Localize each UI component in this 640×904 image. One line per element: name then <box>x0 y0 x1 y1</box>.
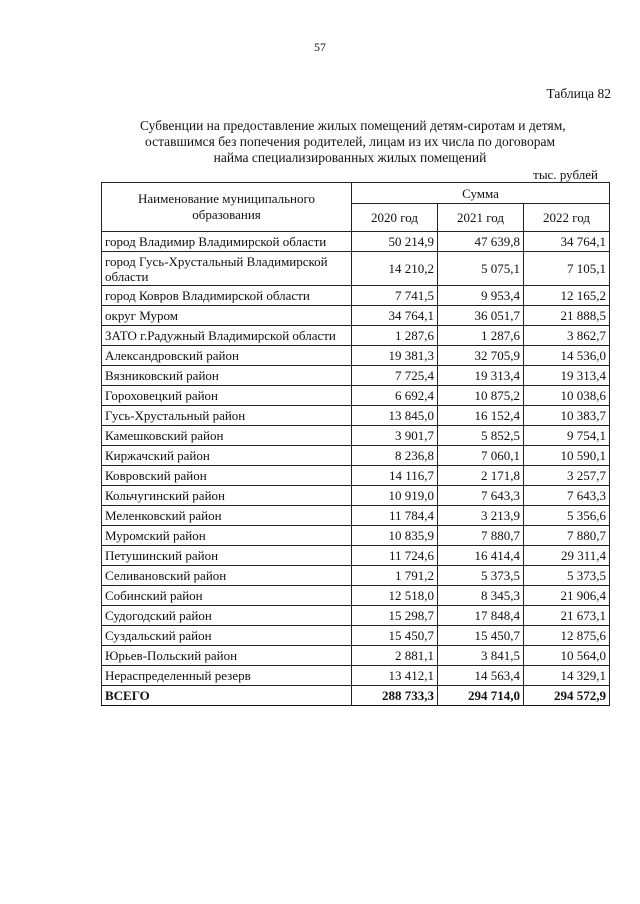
row-value-2021: 14 563,4 <box>438 666 524 686</box>
table-row <box>102 286 610 306</box>
row-value-2022: 7 105,1 <box>524 252 610 286</box>
row-name-cell: Ковровский район <box>102 466 352 486</box>
row-value-2022: 5 373,5 <box>524 566 610 586</box>
row-name-cell: Собинский район <box>102 586 352 606</box>
row-value-2020: 3 901,7 <box>352 426 438 446</box>
row-value-2020: 1 791,2 <box>352 566 438 586</box>
row-value-2021: 5 373,5 <box>438 566 524 586</box>
row-value-2020: 7 741,5 <box>352 286 438 306</box>
table-row <box>102 406 610 426</box>
row-name-cell: округ Муром <box>102 306 352 326</box>
table-row <box>102 626 610 646</box>
row-value-2022: 29 311,4 <box>524 546 610 566</box>
row-value-2021: 9 953,4 <box>438 286 524 306</box>
row-name-cell: Петушинский район <box>102 546 352 566</box>
row-value-2022: 10 564,0 <box>524 646 610 666</box>
row-value-2022: 21 888,5 <box>524 306 610 326</box>
row-value-2021: 5 075,1 <box>438 252 524 286</box>
row-name-cell: Юрьев-Польский район <box>102 646 352 666</box>
row-name-cell: Судогодский район <box>102 606 352 626</box>
row-value-2021: 16 414,4 <box>438 546 524 566</box>
row-name-cell: Вязниковский район <box>102 366 352 386</box>
title-line-1: Субвенции на предоставление жилых помещений детям-сиротам и детям, <box>140 118 566 133</box>
row-value-2022: 7 880,7 <box>524 526 610 546</box>
row-value-2020: 15 298,7 <box>352 606 438 626</box>
table-row <box>102 546 610 566</box>
row-value-2022: 12 165,2 <box>524 286 610 306</box>
row-value-2020: 13 845,0 <box>352 406 438 426</box>
title-line-3: найма специализированных жилых помещений <box>213 150 487 165</box>
row-name-cell: Нераспределенный резерв <box>102 666 352 686</box>
table-row <box>102 506 610 526</box>
row-value-2022: 9 754,1 <box>524 426 610 446</box>
table-row <box>102 326 610 346</box>
row-name-cell: Гороховецкий район <box>102 386 352 406</box>
title-line-2: оставшимся без попечения родителей, лицам из их числа по договорам <box>145 134 555 149</box>
total-value-2021: 294 714,0 <box>438 686 524 706</box>
row-value-2022: 5 356,6 <box>524 506 610 526</box>
row-name-cell: Меленковский район <box>102 506 352 526</box>
row-value-2020: 14 210,2 <box>352 252 438 286</box>
table-row <box>102 646 610 666</box>
table-row <box>102 426 610 446</box>
header-name-column: Наименование муниципального образования <box>102 183 352 232</box>
row-value-2022: 3 257,7 <box>524 466 610 486</box>
table-row <box>102 446 610 466</box>
row-name-cell: Александровский район <box>102 346 352 366</box>
row-name-cell: Кольчугинский район <box>102 486 352 506</box>
row-name-cell: Муромский район <box>102 526 352 546</box>
table-label: Таблица 82 <box>546 86 611 101</box>
row-value-2020: 7 725,4 <box>352 366 438 386</box>
row-value-2020: 2 881,1 <box>352 646 438 666</box>
header-sum-group: Сумма <box>352 183 610 204</box>
row-value-2021: 10 875,2 <box>438 386 524 406</box>
row-name-cell: ЗАТО г.Радужный Владимирской области <box>102 326 352 346</box>
row-value-2020: 11 724,6 <box>352 546 438 566</box>
header-year-2020: 2020 год <box>352 204 438 232</box>
row-value-2021: 1 287,6 <box>438 326 524 346</box>
row-value-2020: 15 450,7 <box>352 626 438 646</box>
row-value-2021: 8 345,3 <box>438 586 524 606</box>
row-value-2020: 12 518,0 <box>352 586 438 606</box>
row-value-2021: 16 152,4 <box>438 406 524 426</box>
row-value-2021: 15 450,7 <box>438 626 524 646</box>
row-value-2020: 6 692,4 <box>352 386 438 406</box>
row-value-2020: 1 287,6 <box>352 326 438 346</box>
document-title <box>140 118 566 166</box>
row-name-cell: Камешковский район <box>102 426 352 446</box>
row-value-2021: 19 313,4 <box>438 366 524 386</box>
row-value-2020: 34 764,1 <box>352 306 438 326</box>
table-row <box>102 306 610 326</box>
row-value-2022: 21 906,4 <box>524 586 610 606</box>
page-number: 57 <box>314 40 326 54</box>
row-value-2022: 10 590,1 <box>524 446 610 466</box>
table-row <box>102 486 610 506</box>
row-value-2021: 17 848,4 <box>438 606 524 626</box>
row-name-cell: Суздальский район <box>102 626 352 646</box>
total-value-2022: 294 572,9 <box>524 686 610 706</box>
units-label: тыс. рублей <box>533 167 598 182</box>
row-value-2021: 7 060,1 <box>438 446 524 466</box>
row-value-2022: 21 673,1 <box>524 606 610 626</box>
table-row <box>102 586 610 606</box>
subvention-table <box>101 182 610 706</box>
row-value-2020: 10 835,9 <box>352 526 438 546</box>
row-value-2021: 47 639,8 <box>438 232 524 252</box>
row-value-2020: 19 381,3 <box>352 346 438 366</box>
row-value-2020: 50 214,9 <box>352 232 438 252</box>
row-value-2022: 12 875,6 <box>524 626 610 646</box>
header-year-2022: 2022 год <box>524 204 610 232</box>
row-value-2022: 14 329,1 <box>524 666 610 686</box>
table-body <box>102 232 610 706</box>
row-name-cell: город Гусь-Хрустальный Владимирской области <box>102 252 352 286</box>
row-value-2022: 19 313,4 <box>524 366 610 386</box>
table-row <box>102 346 610 366</box>
row-value-2021: 36 051,7 <box>438 306 524 326</box>
total-value-2020: 288 733,3 <box>352 686 438 706</box>
table-row <box>102 386 610 406</box>
table-row <box>102 666 610 686</box>
row-value-2020: 13 412,1 <box>352 666 438 686</box>
row-value-2021: 5 852,5 <box>438 426 524 446</box>
table-row <box>102 232 610 252</box>
row-value-2021: 32 705,9 <box>438 346 524 366</box>
row-name-cell: город Ковров Владимирской области <box>102 286 352 306</box>
row-value-2022: 10 383,7 <box>524 406 610 426</box>
row-name-cell: Киржачский район <box>102 446 352 466</box>
table-row <box>102 606 610 626</box>
table-row <box>102 466 610 486</box>
total-label: ВСЕГО <box>102 686 352 706</box>
table-row <box>102 526 610 546</box>
row-value-2022: 7 643,3 <box>524 486 610 506</box>
total-row <box>102 686 610 706</box>
table-row <box>102 366 610 386</box>
row-name-cell: Селивановский район <box>102 566 352 586</box>
row-value-2020: 11 784,4 <box>352 506 438 526</box>
row-value-2021: 7 643,3 <box>438 486 524 506</box>
row-name-cell: город Владимир Владимирской области <box>102 232 352 252</box>
table-row <box>102 252 610 286</box>
row-value-2022: 3 862,7 <box>524 326 610 346</box>
row-value-2022: 10 038,6 <box>524 386 610 406</box>
row-value-2021: 3 213,9 <box>438 506 524 526</box>
row-value-2020: 14 116,7 <box>352 466 438 486</box>
row-name-cell: Гусь-Хрустальный район <box>102 406 352 426</box>
row-value-2020: 8 236,8 <box>352 446 438 466</box>
row-value-2022: 34 764,1 <box>524 232 610 252</box>
row-value-2020: 10 919,0 <box>352 486 438 506</box>
row-value-2021: 3 841,5 <box>438 646 524 666</box>
table-row <box>102 566 610 586</box>
row-value-2021: 2 171,8 <box>438 466 524 486</box>
row-value-2021: 7 880,7 <box>438 526 524 546</box>
header-year-2021: 2021 год <box>438 204 524 232</box>
row-value-2022: 14 536,0 <box>524 346 610 366</box>
